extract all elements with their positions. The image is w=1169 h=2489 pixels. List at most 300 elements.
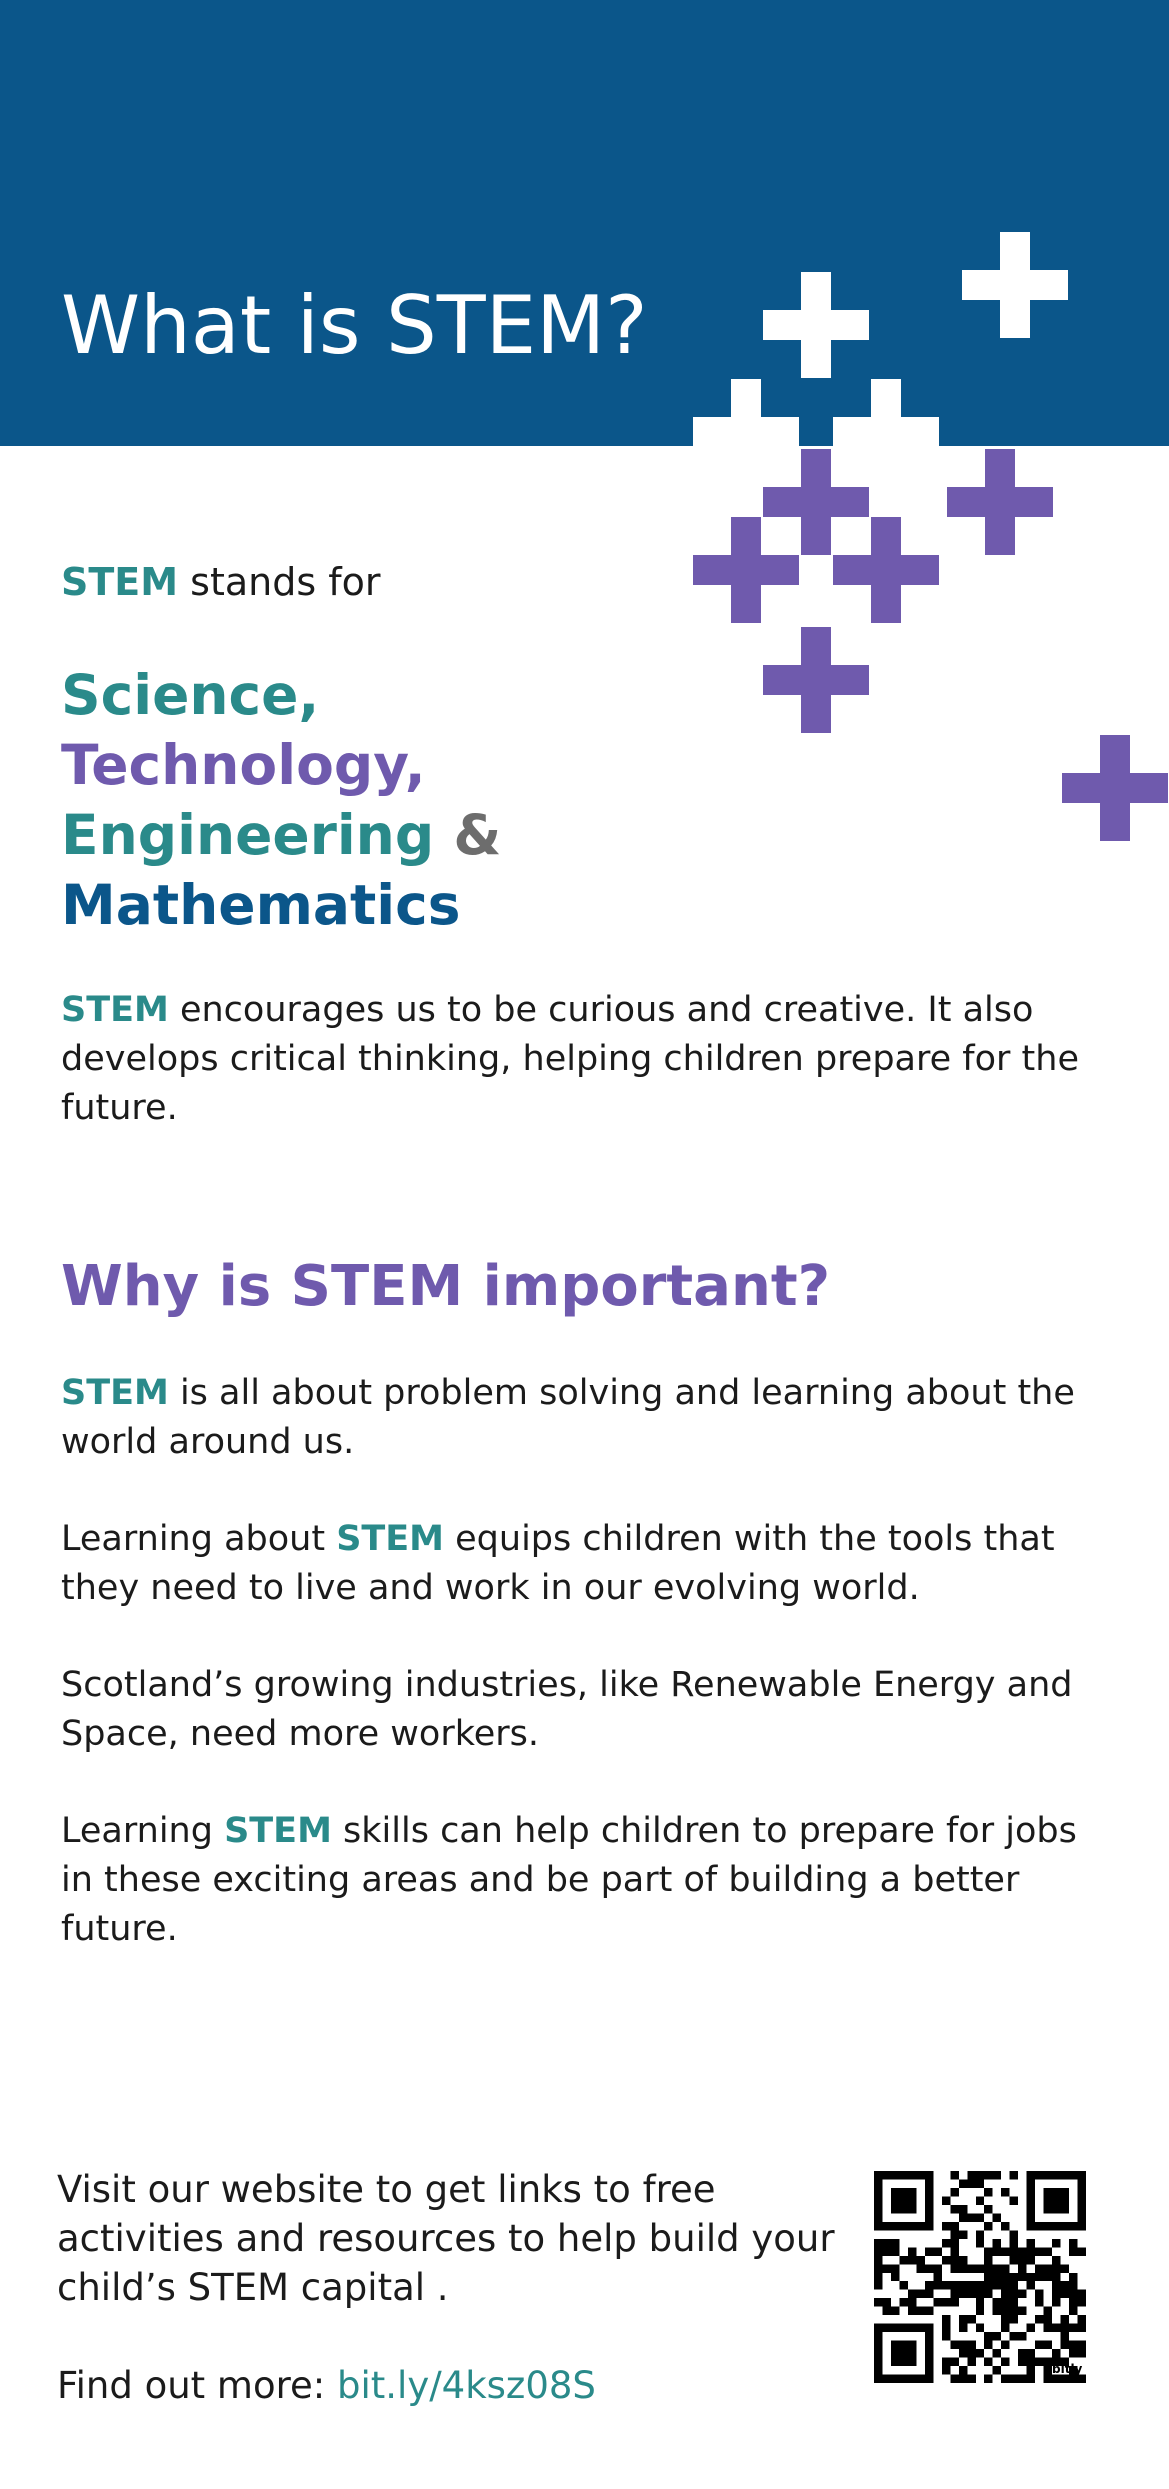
qr-module (933, 2247, 941, 2255)
stem-word: STEM (61, 1373, 169, 1413)
qr-module (1052, 2264, 1060, 2272)
qr-module (1078, 2290, 1086, 2298)
qr-module (1069, 2171, 1077, 2179)
qr-module (874, 2332, 882, 2340)
qr-module (882, 2324, 890, 2332)
qr-module (959, 2341, 967, 2349)
qr-module (874, 2247, 882, 2255)
qr-module (1061, 2188, 1069, 2196)
qr-module (925, 2290, 933, 2298)
qr-module (1078, 2247, 1086, 2255)
qr-module (925, 2324, 933, 2332)
qr-module (959, 2375, 967, 2383)
qr-module (942, 2298, 950, 2306)
qr-module (1001, 2375, 1009, 2383)
qr-module (908, 2171, 916, 2179)
qr-module (925, 2375, 933, 2383)
qr-module (874, 2256, 882, 2264)
why-heading: Why is STEM important? (61, 1254, 831, 1319)
qr-module (933, 2273, 941, 2281)
qr-module (916, 2222, 924, 2230)
qr-module (1044, 2264, 1052, 2272)
qr-module (950, 2205, 958, 2213)
qr-module (1078, 2298, 1086, 2306)
qr-module (933, 2281, 941, 2289)
qr-module (1027, 2324, 1035, 2332)
qr-module (899, 2222, 907, 2230)
qr-module (1027, 2213, 1035, 2221)
qr-module (1078, 2188, 1086, 2196)
qr-module (925, 2366, 933, 2374)
qr-module (925, 2196, 933, 2204)
qr-module (1044, 2375, 1052, 2383)
qr-module (984, 2341, 992, 2349)
qr-module (1069, 2247, 1077, 2255)
plus-shape (693, 517, 799, 623)
qr-module (874, 2273, 882, 2281)
qr-module (984, 2264, 992, 2272)
qr-module (908, 2375, 916, 2383)
qr-module (1018, 2375, 1026, 2383)
qr-module (899, 2298, 907, 2306)
qr-module (976, 2171, 984, 2179)
qr-module (950, 2290, 958, 2298)
qr-module (1001, 2247, 1009, 2255)
qr-module (882, 2222, 890, 2230)
qr-module (984, 2273, 992, 2281)
qr-module (967, 2341, 975, 2349)
qr-module (1061, 2171, 1069, 2179)
qr-module (984, 2205, 992, 2213)
qr-module (925, 2341, 933, 2349)
qr-module (993, 2366, 1001, 2374)
why-text-2a: Learning about (61, 1519, 337, 1559)
qr-module (1027, 2171, 1035, 2179)
qr-module (950, 2375, 958, 2383)
qr-module (942, 2358, 950, 2366)
qr-module (993, 2298, 1001, 2306)
qr-module (1061, 2324, 1069, 2332)
qr-module (959, 2366, 967, 2374)
qr-module (959, 2324, 967, 2332)
qr-module (1010, 2332, 1018, 2340)
qr-module (882, 2171, 890, 2179)
qr-module (959, 2264, 967, 2272)
qr-module (1052, 2171, 1060, 2179)
qr-module (959, 2205, 967, 2213)
qr-module (874, 2188, 882, 2196)
qr-module (984, 2375, 992, 2383)
qr-module (1001, 2324, 1009, 2332)
qr-module (1078, 2222, 1086, 2230)
qr-module (1018, 2264, 1026, 2272)
qr-module (891, 2171, 899, 2179)
qr-module (1018, 2349, 1026, 2357)
qr-module (925, 2205, 933, 2213)
qr-module (1044, 2205, 1052, 2213)
qr-module (967, 2281, 975, 2289)
qr-module (874, 2298, 882, 2306)
qr-module (925, 2264, 933, 2272)
qr-module (1027, 2256, 1035, 2264)
why-text-2b: equips children with the tools that they need to live and work in our evolving world. (61, 1519, 1055, 1608)
qr-module (1027, 2281, 1035, 2289)
qr-module (1027, 2247, 1035, 2255)
qr-module (993, 2273, 1001, 2281)
qr-module (950, 2358, 958, 2366)
qr-module (942, 2324, 950, 2332)
qr-module (1061, 2222, 1069, 2230)
qr-module (908, 2358, 916, 2366)
qr-module (899, 2375, 907, 2383)
qr-module (976, 2298, 984, 2306)
qr-module (1018, 2247, 1026, 2255)
qr-module (891, 2205, 899, 2213)
qr-module (942, 2332, 950, 2340)
qr-module (1035, 2273, 1043, 2281)
qr-module (942, 2281, 950, 2289)
qr-module (874, 2171, 882, 2179)
qr-module (874, 2239, 882, 2247)
qr-module (908, 2349, 916, 2357)
find-out-more (57, 2361, 596, 2410)
qr-module (874, 2341, 882, 2349)
qr-module (891, 2222, 899, 2230)
qr-module (950, 2341, 958, 2349)
qr-module (1078, 2196, 1086, 2204)
qr-module (1069, 2298, 1077, 2306)
qr-module (899, 2324, 907, 2332)
qr-module (1078, 2213, 1086, 2221)
qr-module (1044, 2324, 1052, 2332)
plus-shape (763, 627, 869, 733)
qr-module (874, 2205, 882, 2213)
qr-module (976, 2281, 984, 2289)
qr-module (933, 2298, 941, 2306)
why-paragraph-1 (61, 1369, 1111, 1467)
qr-module (899, 2281, 907, 2289)
qr-module (899, 2205, 907, 2213)
qr-module (1035, 2264, 1043, 2272)
qr-module (1061, 2264, 1069, 2272)
qr-module (1069, 2324, 1077, 2332)
purple-plus-group (693, 449, 1168, 841)
qr-module (1078, 2171, 1086, 2179)
qr-module (1061, 2341, 1069, 2349)
qr-module (1001, 2341, 1009, 2349)
qr-module (908, 2290, 916, 2298)
qr-module (891, 2349, 899, 2357)
qr-module (925, 2332, 933, 2340)
qr-module (1052, 2222, 1060, 2230)
qr-module (976, 2213, 984, 2221)
qr-caption: bitly (1052, 2362, 1083, 2376)
qr-module (942, 2366, 950, 2374)
qr-module (993, 2247, 1001, 2255)
white-plus-group (693, 232, 1068, 485)
qr-module (916, 2290, 924, 2298)
qr-module (1035, 2290, 1043, 2298)
qr-module (976, 2239, 984, 2247)
qr-module (1044, 2358, 1052, 2366)
qr-module (942, 2196, 950, 2204)
qr-module (959, 2230, 967, 2238)
qr-module (967, 2179, 975, 2187)
qr-module (908, 2188, 916, 2196)
qr-module (967, 2290, 975, 2298)
qr-module (967, 2349, 975, 2357)
qr-module (1010, 2239, 1018, 2247)
qr-module (950, 2264, 958, 2272)
qr-module (908, 2222, 916, 2230)
qr-module (976, 2290, 984, 2298)
qr-module (1069, 2281, 1077, 2289)
plus-shape (763, 272, 869, 378)
why-text-4a: Learning (61, 1811, 225, 1851)
qr-module (874, 2196, 882, 2204)
qr-module (1027, 2366, 1035, 2374)
qr-module (882, 2239, 890, 2247)
qr-module (1052, 2188, 1060, 2196)
qr-code-icon[interactable] (874, 2171, 1086, 2383)
qr-module (1061, 2332, 1069, 2340)
qr-module (942, 2256, 950, 2264)
qr-module (891, 2273, 899, 2281)
qr-module (908, 2247, 916, 2255)
qr-module (993, 2349, 1001, 2357)
qr-module (899, 2188, 907, 2196)
qr-module (908, 2324, 916, 2332)
qr-module (1018, 2332, 1026, 2340)
qr-module (925, 2179, 933, 2187)
qr-module (874, 2324, 882, 2332)
qr-module (950, 2256, 958, 2264)
stem-word: STEM (61, 990, 169, 1030)
stem-word: STEM (336, 1519, 445, 1559)
qr-module (967, 2213, 975, 2221)
stem-word: STEM (61, 560, 179, 604)
qr-module (993, 2171, 1001, 2179)
qr-module (1052, 2205, 1060, 2213)
qr-module (959, 2290, 967, 2298)
qr-module (891, 2324, 899, 2332)
qr-module (1001, 2222, 1009, 2230)
qr-module (976, 2230, 984, 2238)
qr-module (1010, 2290, 1018, 2298)
qr-module (1078, 2341, 1086, 2349)
why-text-1: is all about problem solving and learning about the world around us. (61, 1373, 1075, 1462)
why-text-4b: skills can help children to prepare for jobs in these exciting areas and be part of building a better future. (61, 1811, 1077, 1949)
stem-word: STEM (224, 1811, 332, 1851)
qr-module (984, 2188, 992, 2196)
qr-module (874, 2213, 882, 2221)
qr-module (874, 2281, 882, 2289)
qr-module (984, 2332, 992, 2340)
qr-module (967, 2171, 975, 2179)
qr-module (1010, 2196, 1018, 2204)
qr-module (891, 2341, 899, 2349)
qr-module (1035, 2247, 1043, 2255)
qr-module (984, 2290, 992, 2298)
qr-module (1027, 2179, 1035, 2187)
qr-module (891, 2247, 899, 2255)
qr-module (908, 2298, 916, 2306)
qr-module (916, 2375, 924, 2383)
qr-module (899, 2341, 907, 2349)
qr-module (1052, 2196, 1060, 2204)
qr-module (1052, 2256, 1060, 2264)
qr-module (959, 2256, 967, 2264)
qr-module (1027, 2205, 1035, 2213)
qr-module (908, 2256, 916, 2264)
qr-module (933, 2264, 941, 2272)
qr-module (1044, 2222, 1052, 2230)
qr-module (1069, 2349, 1077, 2357)
qr-module (1035, 2358, 1043, 2366)
qr-module (942, 2239, 950, 2247)
qr-module (1027, 2222, 1035, 2230)
qr-module (984, 2358, 992, 2366)
qr-module (1061, 2281, 1069, 2289)
qr-module (1052, 2273, 1060, 2281)
qr-module (899, 2171, 907, 2179)
qr-module (1044, 2315, 1052, 2323)
qr-module (1069, 2341, 1077, 2349)
qr-module (925, 2358, 933, 2366)
qr-module (993, 2281, 1001, 2289)
qr-module (1010, 2375, 1018, 2383)
qr-module (984, 2256, 992, 2264)
visit-website-text: Visit our website to get links to free activities and resources to help build your child’s STEM capital . (57, 2168, 835, 2309)
plus-shape (947, 449, 1053, 555)
qr-module (993, 2307, 1001, 2315)
qr-module (899, 2196, 907, 2204)
qr-module (1044, 2341, 1052, 2349)
qr-module (1035, 2222, 1043, 2230)
qr-module (1052, 2298, 1060, 2306)
qr-module (1018, 2290, 1026, 2298)
qr-module (1001, 2307, 1009, 2315)
qr-module (1044, 2188, 1052, 2196)
why-paragraph-3: Scotland’s growing industries, like Renewable Energy and Space, need more workers. (61, 1665, 1073, 1754)
qr-module (1018, 2307, 1026, 2315)
qr-module (1027, 2239, 1035, 2247)
qr-module (1078, 2179, 1086, 2187)
qr-module (1010, 2230, 1018, 2238)
qr-module (1010, 2281, 1018, 2289)
qr-module (993, 2264, 1001, 2272)
qr-module (950, 2247, 958, 2255)
qr-module (1027, 2196, 1035, 2204)
qr-module (1001, 2281, 1009, 2289)
qr-module (993, 2332, 1001, 2340)
qr-module (1052, 2239, 1060, 2247)
qr-module (916, 2256, 924, 2264)
qr-module (1069, 2222, 1077, 2230)
qr-module (984, 2281, 992, 2289)
qr-module (1044, 2247, 1052, 2255)
qr-module (1035, 2341, 1043, 2349)
technology-word: Technology, (61, 733, 426, 797)
qr-module (1001, 2290, 1009, 2298)
qr-module (925, 2222, 933, 2230)
qr-module (950, 2239, 958, 2247)
qr-module (1001, 2273, 1009, 2281)
qr-module (984, 2247, 992, 2255)
qr-module (891, 2358, 899, 2366)
qr-module (1027, 2358, 1035, 2366)
qr-module (874, 2375, 882, 2383)
qr-module (891, 2264, 899, 2272)
qr-module (925, 2188, 933, 2196)
qr-module (1027, 2273, 1035, 2281)
qr-module (1018, 2358, 1026, 2366)
qr-module (908, 2341, 916, 2349)
qr-module (976, 2179, 984, 2187)
qr-module (976, 2196, 984, 2204)
qr-module (976, 2349, 984, 2357)
qr-module (874, 2366, 882, 2374)
qr-module (1069, 2290, 1077, 2298)
qr-module (874, 2264, 882, 2272)
qr-module (959, 2315, 967, 2323)
qr-module (950, 2171, 958, 2179)
qr-module (874, 2179, 882, 2187)
qr-module (1010, 2273, 1018, 2281)
qr-module (882, 2247, 890, 2255)
qr-module (959, 2281, 967, 2289)
qr-module (1044, 2273, 1052, 2281)
qr-module (1078, 2349, 1086, 2357)
mathematics-word: Mathematics (61, 873, 461, 937)
encourages-text: encourages us to be curious and creative. It also develops critical thinking, helping children prepare for the future. (61, 990, 1079, 1128)
plus-shape (962, 232, 1068, 338)
qr-module (891, 2375, 899, 2383)
website-link[interactable]: bit.ly/4ksz08S (337, 2364, 596, 2407)
ampersand: & (434, 803, 502, 867)
qr-module (984, 2222, 992, 2230)
qr-module (967, 2264, 975, 2272)
qr-module (882, 2264, 890, 2272)
qr-module (959, 2179, 967, 2187)
qr-module (967, 2315, 975, 2323)
qr-module (1010, 2307, 1018, 2315)
qr-module (950, 2230, 958, 2238)
qr-module (1061, 2315, 1069, 2323)
qr-module (976, 2264, 984, 2272)
qr-module (916, 2307, 924, 2315)
qr-module (1069, 2307, 1077, 2315)
qr-module (1010, 2171, 1018, 2179)
plus-shape (833, 517, 939, 623)
qr-module (874, 2222, 882, 2230)
qr-module (993, 2213, 1001, 2221)
qr-module (967, 2375, 975, 2383)
qr-module (1035, 2171, 1043, 2179)
qr-module (1027, 2349, 1035, 2357)
qr-module (1078, 2324, 1086, 2332)
qr-module (882, 2307, 890, 2315)
qr-module (874, 2349, 882, 2357)
page-title: What is STEM? (61, 279, 648, 372)
qr-module (1044, 2196, 1052, 2204)
why-paragraph-4 (61, 1807, 1111, 1954)
qr-module (1044, 2366, 1052, 2374)
qr-module (1001, 2264, 1009, 2272)
qr-module (908, 2307, 916, 2315)
plus-shape (1062, 735, 1168, 841)
find-out-label: Find out more: (57, 2364, 337, 2407)
